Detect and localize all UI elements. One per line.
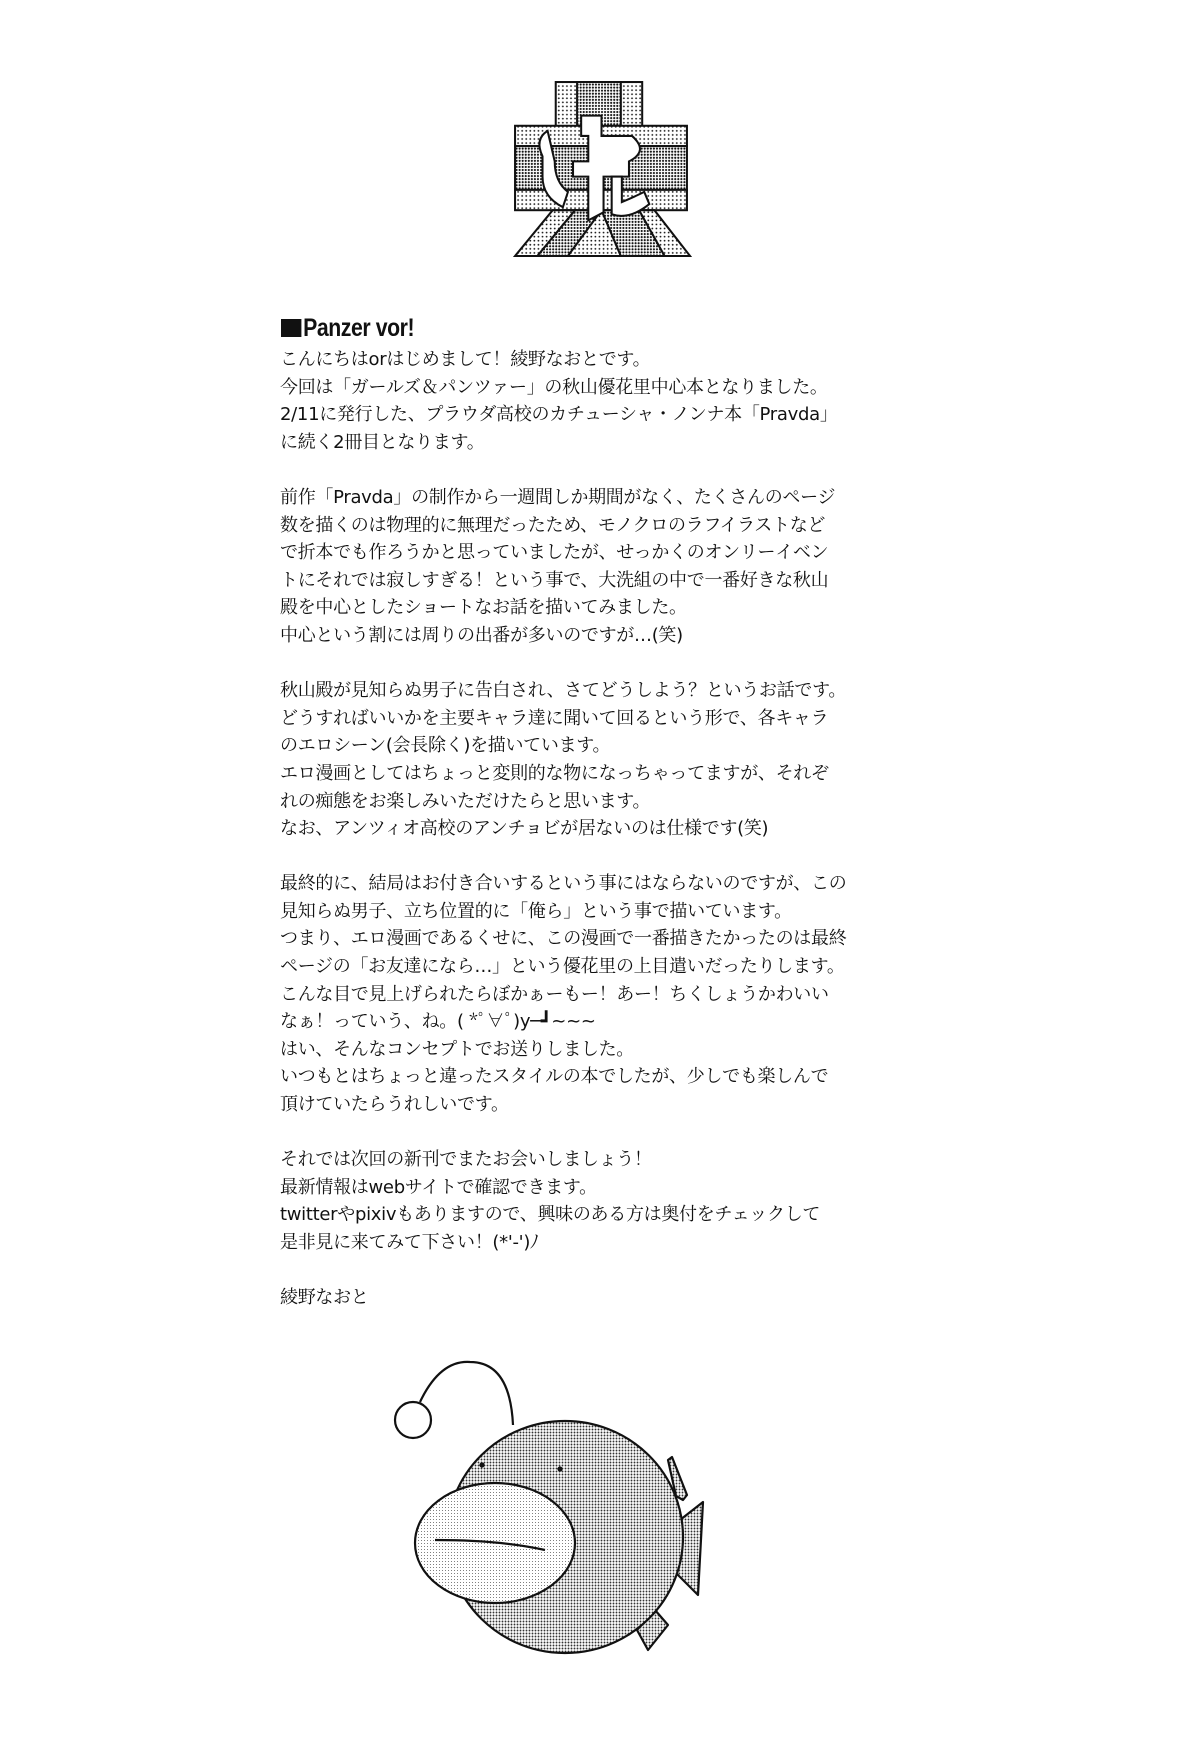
text-line: どうすればいいかを主要キャラ達に聞いて回るという形で、各キャラ: [280, 707, 829, 729]
text-line: 中心という割には周りの出番が多いのですが…(笑): [280, 624, 683, 646]
text-line: れの痴態をお楽しみいただけたらと思います。: [280, 790, 651, 812]
afterword-text: [280, 346, 920, 1312]
text-line: 秋山殿が見知らぬ男子に告白され、さてどうしよう？というお話です。: [280, 680, 847, 702]
text-line: 今回は「ガールズ＆パンツァー」の秋山優花里中心本となりました。: [280, 376, 828, 398]
section-heading: [281, 314, 414, 343]
text-line: 最新情報はwebサイトで確認できます。: [280, 1176, 597, 1198]
text-line: それでは次回の新刊でまたお会いしましょう！: [280, 1149, 652, 1171]
text-line: のエロシーン(会長除く)を描いています。: [280, 735, 611, 757]
text-line: 数を描くのは物理的に無理だったため、モノクロのラフイラストなど: [280, 514, 826, 536]
text-line: 頂けていたらうれしいです。: [280, 1094, 509, 1116]
text-line: 殿を中心としたショートなお話を描いてみました。: [280, 597, 687, 619]
text-line: ページの「お友達になら…」という優花里の上目遣いだったりします。: [280, 956, 845, 978]
text-line: エロ漫画としてはちょっと変則的な物になっちゃってますが、それぞ: [280, 762, 829, 784]
text-line: 是非見に来てみて下さい！(*'-')ﾉ: [280, 1232, 539, 1253]
text-line: なぁ！っていう、ね。( *ﾟ∀ﾟ)y─┛~~~: [280, 1011, 596, 1033]
blank-line: [280, 1257, 920, 1285]
text-line: で折本でも作ろうかと思っていましたが、せっかくのオンリーイベン: [280, 542, 829, 564]
text-line: はい、そんなコンセプトでお送りしました。: [280, 1038, 634, 1060]
black-square-bullet-icon: [281, 319, 301, 337]
oarai-emblem-logo: [510, 80, 692, 258]
text-line: いつもとはちょっと違ったスタイルの本でしたが、少しでも楽しんで: [280, 1066, 829, 1088]
text-line: 綾野なおと: [280, 1287, 369, 1309]
anglerfish-illustration: [380, 1340, 740, 1670]
text-line: 2/11に発行した、プラウダ高校のカチューシャ・ノンナ本「Pravda」: [280, 404, 838, 426]
blank-line: [280, 843, 920, 871]
blank-line: [280, 1119, 920, 1147]
text-line: に続く2冊目となります。: [280, 431, 485, 453]
text-line: こんにちはorはじめまして！綾野なおとです。: [280, 349, 651, 370]
heading-text: Panzer vor!: [303, 314, 415, 342]
text-line: つまり、エロ漫画であるくせに、この漫画で一番描きたかったのは最終: [280, 928, 847, 950]
blank-line: [280, 650, 920, 678]
blank-line: [280, 456, 920, 484]
text-line: なお、アンツィオ高校のアンチョビが居ないのは仕様です(笑): [280, 818, 769, 840]
text-line: こんな目で見上げられたらぼかぁーもー！あー！ちくしょうかわいい: [280, 983, 829, 1005]
text-line: 見知らぬ男子、立ち位置的に「俺ら」という事で描いています。: [280, 900, 792, 922]
eye-icon: [557, 1466, 562, 1471]
eye-icon: [479, 1462, 484, 1467]
text-line: トにそれでは寂しすぎる！という事で、大洗組の中で一番好きな秋山: [280, 569, 829, 591]
text-line: twitterやpixivもありますので、興味のある方は奥付をチェックして: [280, 1204, 821, 1226]
text-line: 最終的に、結局はお付き合いするという事にはならないのですが、この: [280, 873, 847, 895]
text-line: 前作「Pravda」の制作から一週間しか期間がなく、たくさんのページ: [280, 486, 836, 508]
